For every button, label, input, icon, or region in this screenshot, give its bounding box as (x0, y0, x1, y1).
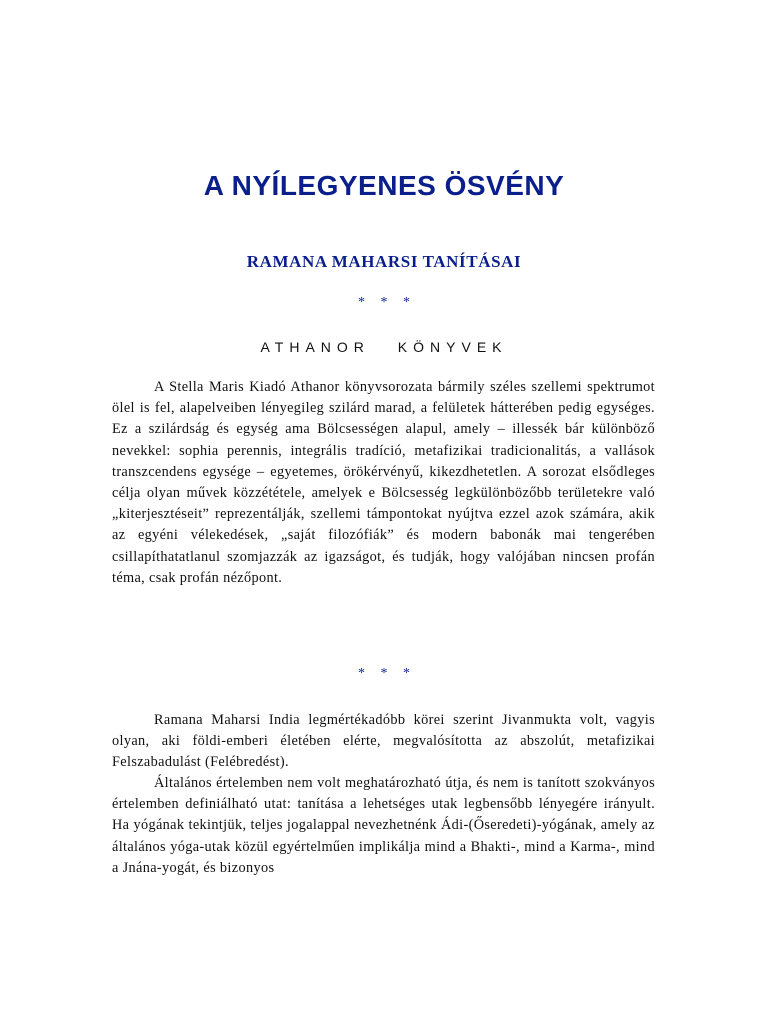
paragraph-teaching: Általános értelemben nem volt meghatározható útja, és nem is tanított szokványos értelemben definiálható utat: tanítása a lehetséges utak legbensőbb lényegére irányult. Ha yógának tekintjük, teljes jogalappal nevezhetnénk Ádi-(Őseredeti)-yógának, amely az általános yóga-utak közül egyértelműen implikálja mind a Bhakti-, mind a Karma-, mind a Jnána-yogát, és bizonyos (112, 775, 655, 876)
separator-middle: * * * (358, 666, 410, 681)
separator-top: * * * (358, 295, 410, 310)
series-heading: ATHANOR KÖNYVEK (260, 339, 508, 355)
paragraph-maharsi-intro: Ramana Maharsi India legmértékadóbb körei szerint Jivanmukta volt, vagyis olyan, aki földi-emberi életében elérte, megvalósította az abszolút, metafizikai Felszabadulást (Felébredést). (112, 712, 655, 771)
page-title: A NYÍLEGYENES ÖSVÉNY (203, 170, 565, 201)
paragraph-series-intro: A Stella Maris Kiadó Athanor könyvsorozata bármily széles szellemi spektrumot ölel is fel, alapelveiben lényegileg szilárd marad, a felületek hátterében pedig egységes. Ez a szilárdság és egység ama Bölcsességen alapul, amely – illessék bár különböző nevekkel: sophia perennis, integrális tradíció, metafizikai tradicionalitás, a vallások transzcendens egysége – egyetemes, örökérvényű, kikezdhetetlen. A sorozat elsődleges célja olyan művek közzététele, amelyek e Bölcsesség legkülönbözőbb területekre való „kiterjesztéseit” reprezentálják, szellemi támpontokat nyújtva ezzel azok számára, akik az egyéni vélekedések, „saját filozófiák” és modern babonák mai tengerében csillapíthatatlanul szomjazzák az igazságot, és tudják, hogy valójában nincsen profán téma, csak profán nézőpont. (112, 379, 655, 586)
page-subtitle: RAMANA MAHARSI TANÍTÁSAI (246, 252, 522, 271)
